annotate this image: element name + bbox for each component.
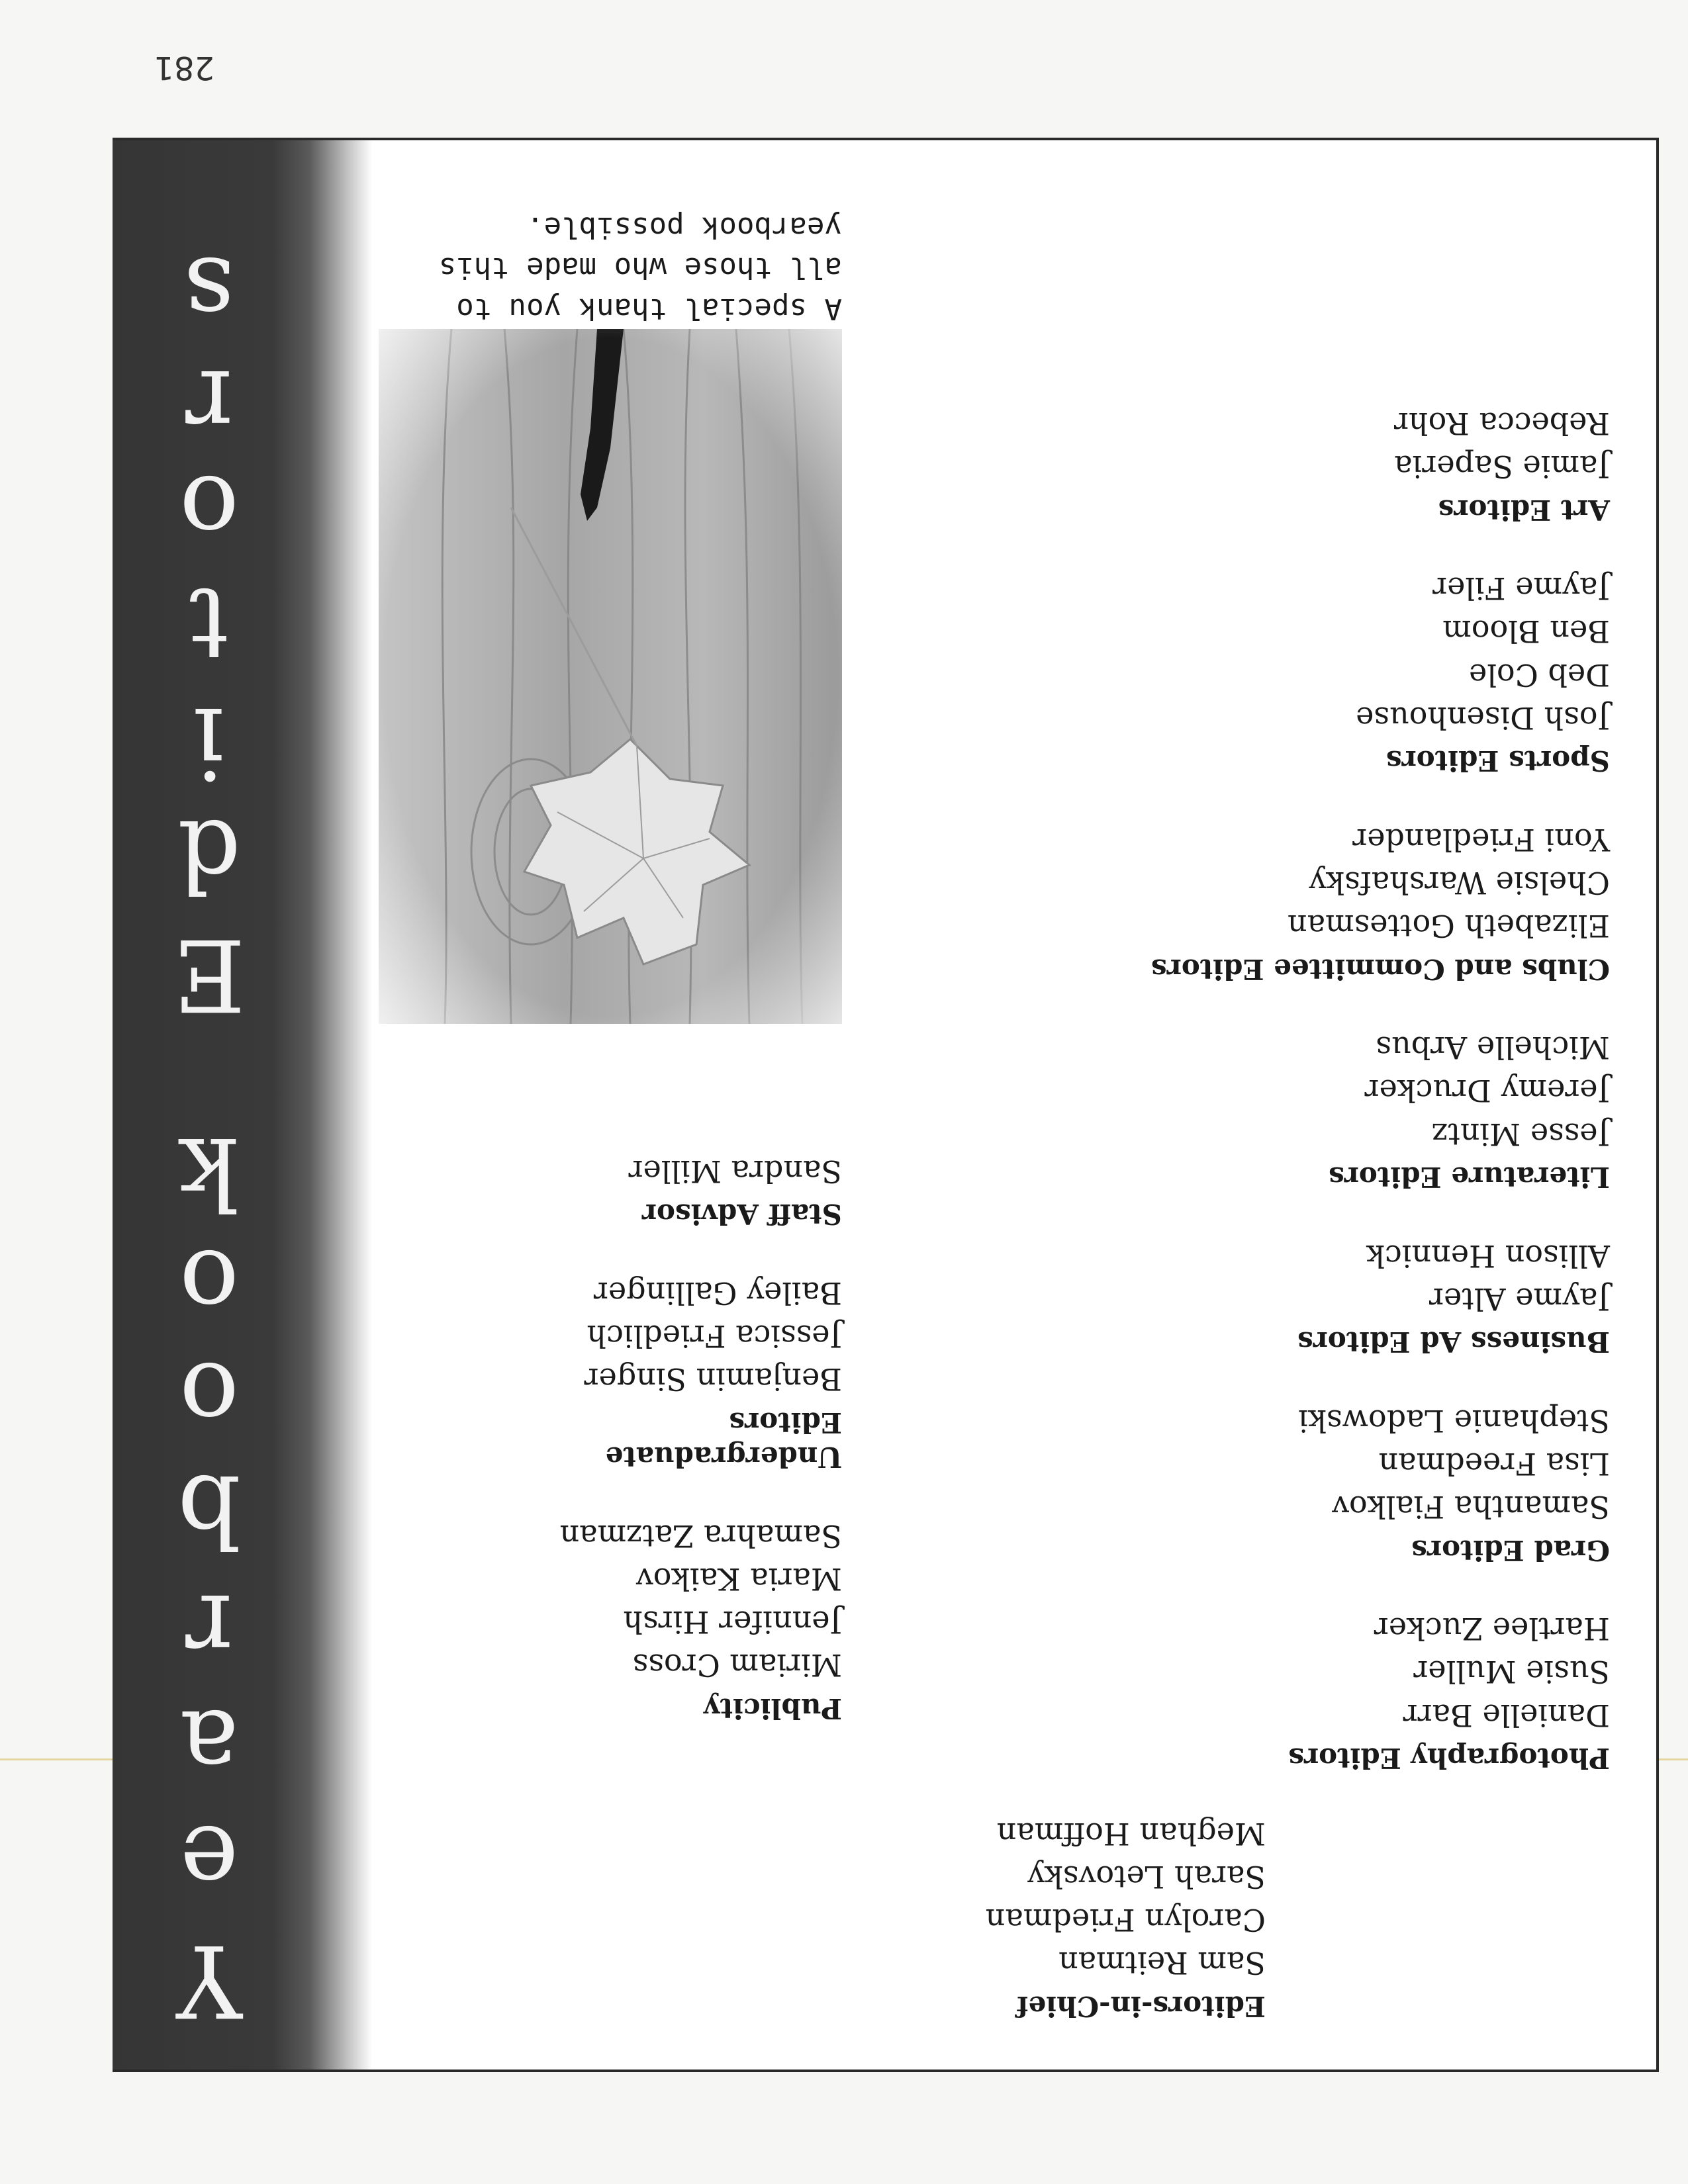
title-letter: a [179,1688,239,1803]
staff-name: Yoni Friedlander [1352,821,1610,858]
staff-name: Bailey Gallinger [593,1275,842,1311]
staff-name: Deb Cole [1469,657,1610,693]
group-publicity [551,1514,842,1725]
group-heading: Business Ad Editors [1297,1326,1610,1359]
group-heading: Grad Editors [1411,1533,1610,1567]
title-letter: k [179,1115,240,1230]
staff-name: Jeremy Drucker [1364,1073,1610,1109]
group-heading: Art Editors [1438,493,1610,526]
title-letter: t [189,566,230,681]
staff-name: Benjamin Singer [584,1361,842,1398]
thank-you-line: yearbook possible. [526,210,842,244]
staff-name: Jayme Alter [1429,1281,1610,1317]
staff-name: Samahra Zatzman [559,1518,842,1554]
thank-you-line: all those who made this [438,251,842,285]
title-letter: E [173,917,246,1032]
title-letter: e [179,1803,239,1919]
group-grad [986,1398,1610,1567]
staff-name: Michelle Arbus [1376,1030,1610,1066]
title-letter: r [185,1572,233,1687]
title-letter: o [179,1228,240,1343]
staff-name: Meghan Hoffman [996,1815,1266,1852]
staff-name: Sam Reitman [1058,1945,1266,1981]
staff-name: Allison Hennick [1366,1238,1610,1274]
title-letter: i [193,685,225,800]
staff-name: Ben Bloom [1442,614,1610,650]
group-sports [986,567,1610,778]
staff-name: Stephanie Ladowski [1298,1402,1610,1439]
title-letter: b [177,1453,242,1568]
group-heading: Literature Editors [1329,1161,1610,1194]
group-business-ad [986,1234,1610,1359]
title-letter: s [183,235,235,350]
staff-name: Chelsie Warshafsky [1309,865,1610,901]
group-heading: Staff Advisor [641,1198,842,1231]
group-heading: Publicity [704,1692,842,1725]
title-letter: o [179,453,240,569]
left-column [986,362,1610,2024]
staff-name: Josh Disenhouse [1356,700,1610,736]
yearbook-editors-title-band [113,140,372,2070]
group-staff-advisor [551,1150,842,1232]
staff-name: Susie Muller [1413,1654,1610,1690]
staff-name: Miriam Cross [632,1647,842,1684]
group-heading: Editors-in-Chief [1016,1990,1266,2023]
staff-name: Lisa Freedman [1378,1446,1610,1482]
title-letter: o [179,1340,240,1455]
staff-name: Hartlee Zucker [1374,1611,1610,1647]
group-heading: Clubs and Committee Editors [1151,952,1610,985]
staff-name: Jennifer Hirsh [623,1604,842,1641]
group-editors-in-chief [986,1811,1266,2023]
group-art [986,402,1610,527]
leaf-on-wood-photo [379,329,842,1024]
right-column [551,1110,842,1726]
staff-name: Jayme Filer [1432,570,1610,606]
group-undergraduate [551,1271,842,1474]
staff-name: Sandra Miller [628,1153,842,1189]
staff-name: Sarah Letovsky [1027,1858,1266,1895]
group-photography [986,1607,1610,1775]
page-number: 281 [154,49,214,86]
group-heading: Photography Editors [1288,1742,1610,1775]
title-letter: d [177,797,242,913]
staff-name: Danielle Barr [1403,1697,1610,1733]
group-clubs-committee [986,817,1610,985]
staff-name: Elizabeth Gottesman [1288,908,1610,944]
staff-name: Carolyn Friedman [985,1902,1266,1938]
title-letter: r [185,347,233,463]
title-letter: Y [176,1923,242,2038]
staff-name: Jessica Friedlich [586,1318,842,1354]
group-literature [986,1026,1610,1194]
staff-name: Jamie Saperia [1394,449,1610,485]
group-heading: Undergraduate Editors [605,1406,842,1474]
thank-you-note [392,206,842,329]
staff-name: Maria Kaikov [635,1561,842,1597]
page-frame [113,138,1659,2072]
staff-name: Samantha Fialkov [1331,1489,1610,1525]
group-heading: Sports Editors [1385,745,1610,778]
thank-you-line: A special thank you to [456,292,842,326]
staff-name: Jesse Mintz [1432,1116,1610,1152]
staff-name: Rebecca Rohr [1393,405,1610,441]
